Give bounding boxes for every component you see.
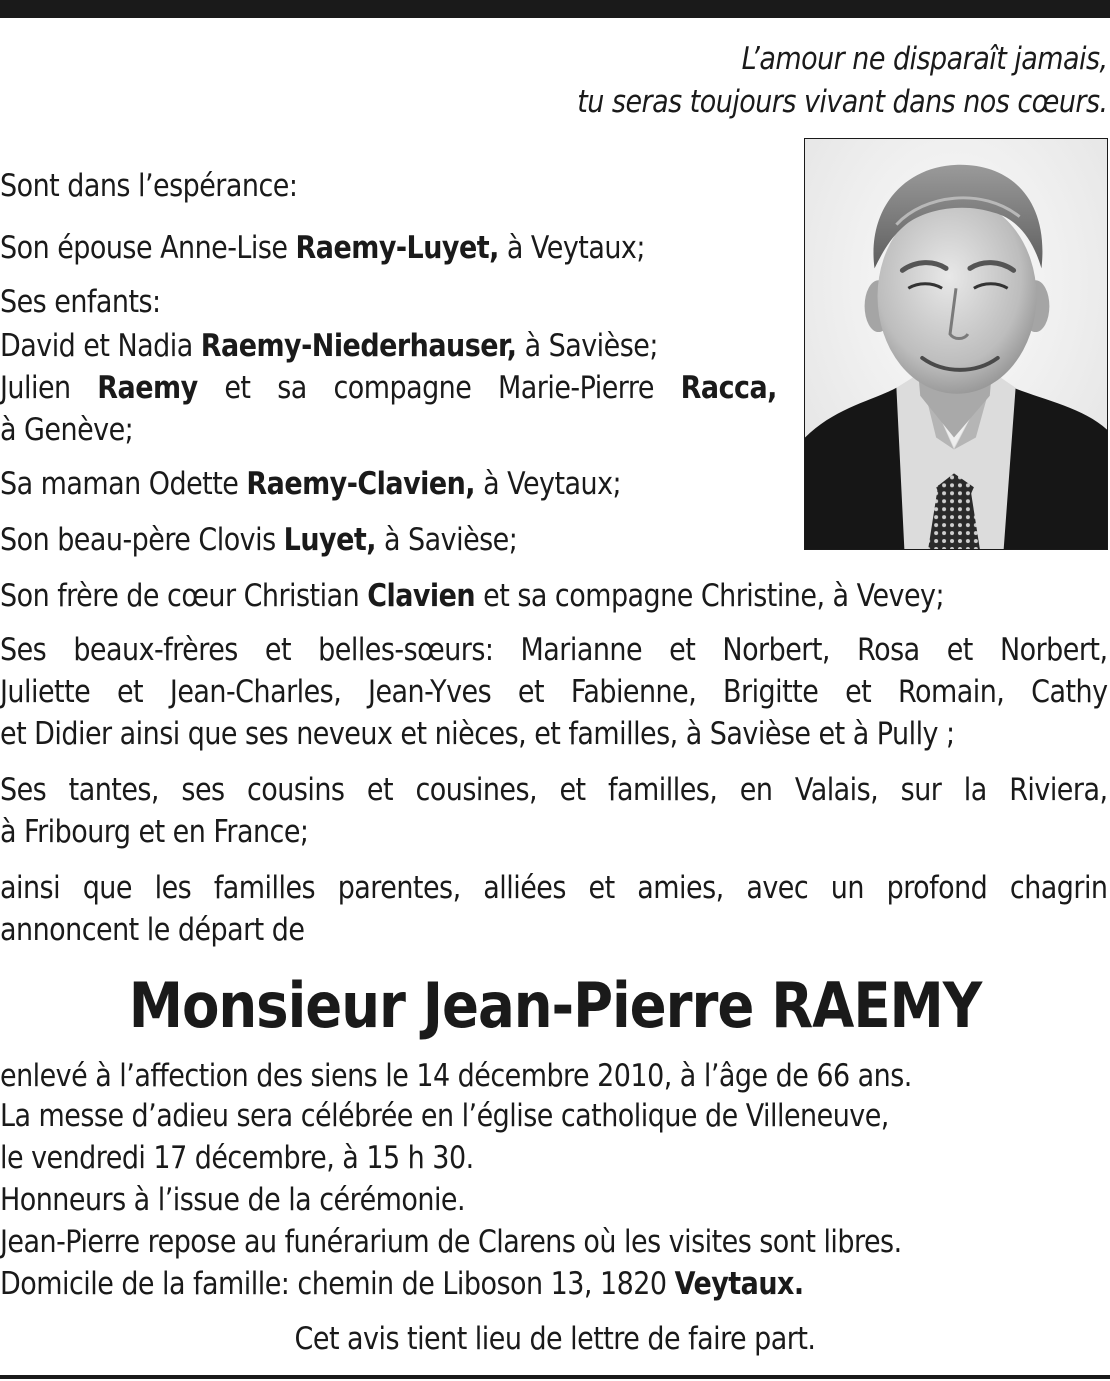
brother-line	[0, 578, 944, 614]
children-line-1-place: à Savièse;	[516, 328, 658, 364]
details-line-5: Jean-Pierre repose au funérarium de Clarens où les visites sont libres.	[0, 1224, 902, 1260]
closing-note: Cet avis tient lieu de lettre de faire part.	[294, 1321, 816, 1357]
domicile-text: Domicile de la famille: chemin de Liboson 13, 1820	[0, 1266, 675, 1302]
brother-text: Son frère de cœur Christian	[0, 578, 368, 614]
bottom-rule	[0, 1375, 1110, 1379]
relatives-line-2: à Fribourg et en France;	[0, 814, 309, 850]
epigraph-line-2: tu seras toujours vivant dans nos cœurs.	[577, 84, 1108, 120]
portrait-image	[805, 139, 1107, 549]
details-line-2: La messe d’adieu sera célébrée en l’église catholique de Villeneuve,	[0, 1098, 889, 1134]
in-laws-line-1: Ses beaux-frères et belles-sœurs: Marianne et Norbert, Rosa et Norbert,	[0, 632, 1108, 668]
mother-place: à Veytaux;	[475, 466, 622, 502]
mother-text: Sa maman Odette	[0, 466, 247, 502]
deceased-name-heading: Monsieur Jean-Pierre RAEMY	[128, 969, 982, 1042]
children-line-2-mid: et sa compagne Marie-Pierre	[197, 370, 681, 406]
children-line-1-text: David et Nadia	[0, 328, 201, 364]
relatives-line-1: Ses tantes, ses cousins et cousines, et familles, en Valais, sur la Riviera,	[0, 772, 1108, 808]
announcement-line-2: annoncent le départ de	[0, 912, 305, 948]
children-line-3: à Genève;	[0, 412, 134, 448]
spouse-place: à Veytaux;	[498, 230, 645, 266]
in-laws-line-3: et Didier ainsi que ses neveux et nièces, et familles, à Savièse et à Pully ;	[0, 716, 955, 752]
father-in-law-name: Luyet,	[283, 522, 376, 558]
details-line-4: Honneurs à l’issue de la cérémonie.	[0, 1182, 466, 1218]
brother-name: Clavien	[367, 578, 476, 614]
children-line-2	[0, 370, 777, 406]
children-line-2-name-2: Racca,	[680, 370, 777, 406]
portrait-photo	[804, 138, 1108, 550]
children-line-1	[0, 328, 658, 364]
father-in-law-place: à Savièse;	[375, 522, 518, 558]
children-line-2-name-1: Raemy	[97, 370, 198, 406]
children-line-2-text: Julien	[0, 370, 98, 406]
father-in-law-text: Son beau-père Clovis	[0, 522, 284, 558]
spouse-name: Raemy-Luyet,	[295, 230, 499, 266]
in-laws-line-2: Juliette et Jean-Charles, Jean-Yves et Fabienne, Brigitte et Romain, Cathy	[0, 674, 1108, 710]
children-heading: Ses enfants:	[0, 284, 161, 320]
details-line-3: le vendredi 17 décembre, à 15 h 30.	[0, 1140, 474, 1176]
details-line-6	[0, 1266, 804, 1302]
top-rule	[0, 0, 1110, 18]
mother-line	[0, 466, 621, 502]
spouse-line	[0, 230, 645, 266]
spouse-text: Son épouse Anne-Lise	[0, 230, 296, 266]
epigraph	[578, 38, 1108, 124]
announcement-line-1: ainsi que les familles parentes, alliées et amies, avec un profond chagrin	[0, 870, 1108, 906]
mother-name: Raemy-Clavien,	[246, 466, 476, 502]
epigraph-line-1: L’amour ne disparaît jamais,	[742, 41, 1108, 77]
father-in-law-line	[0, 522, 517, 558]
domicile-town: Veytaux.	[674, 1266, 804, 1302]
brother-rest: et sa compagne Christine, à Vevey;	[475, 578, 945, 614]
children-line-1-name: Raemy-Niederhauser,	[200, 328, 517, 364]
details-line-1: enlevé à l’affection des siens le 14 décembre 2010, à l’âge de 66 ans.	[0, 1058, 912, 1094]
intro-line: Sont dans l’espérance:	[0, 168, 298, 204]
